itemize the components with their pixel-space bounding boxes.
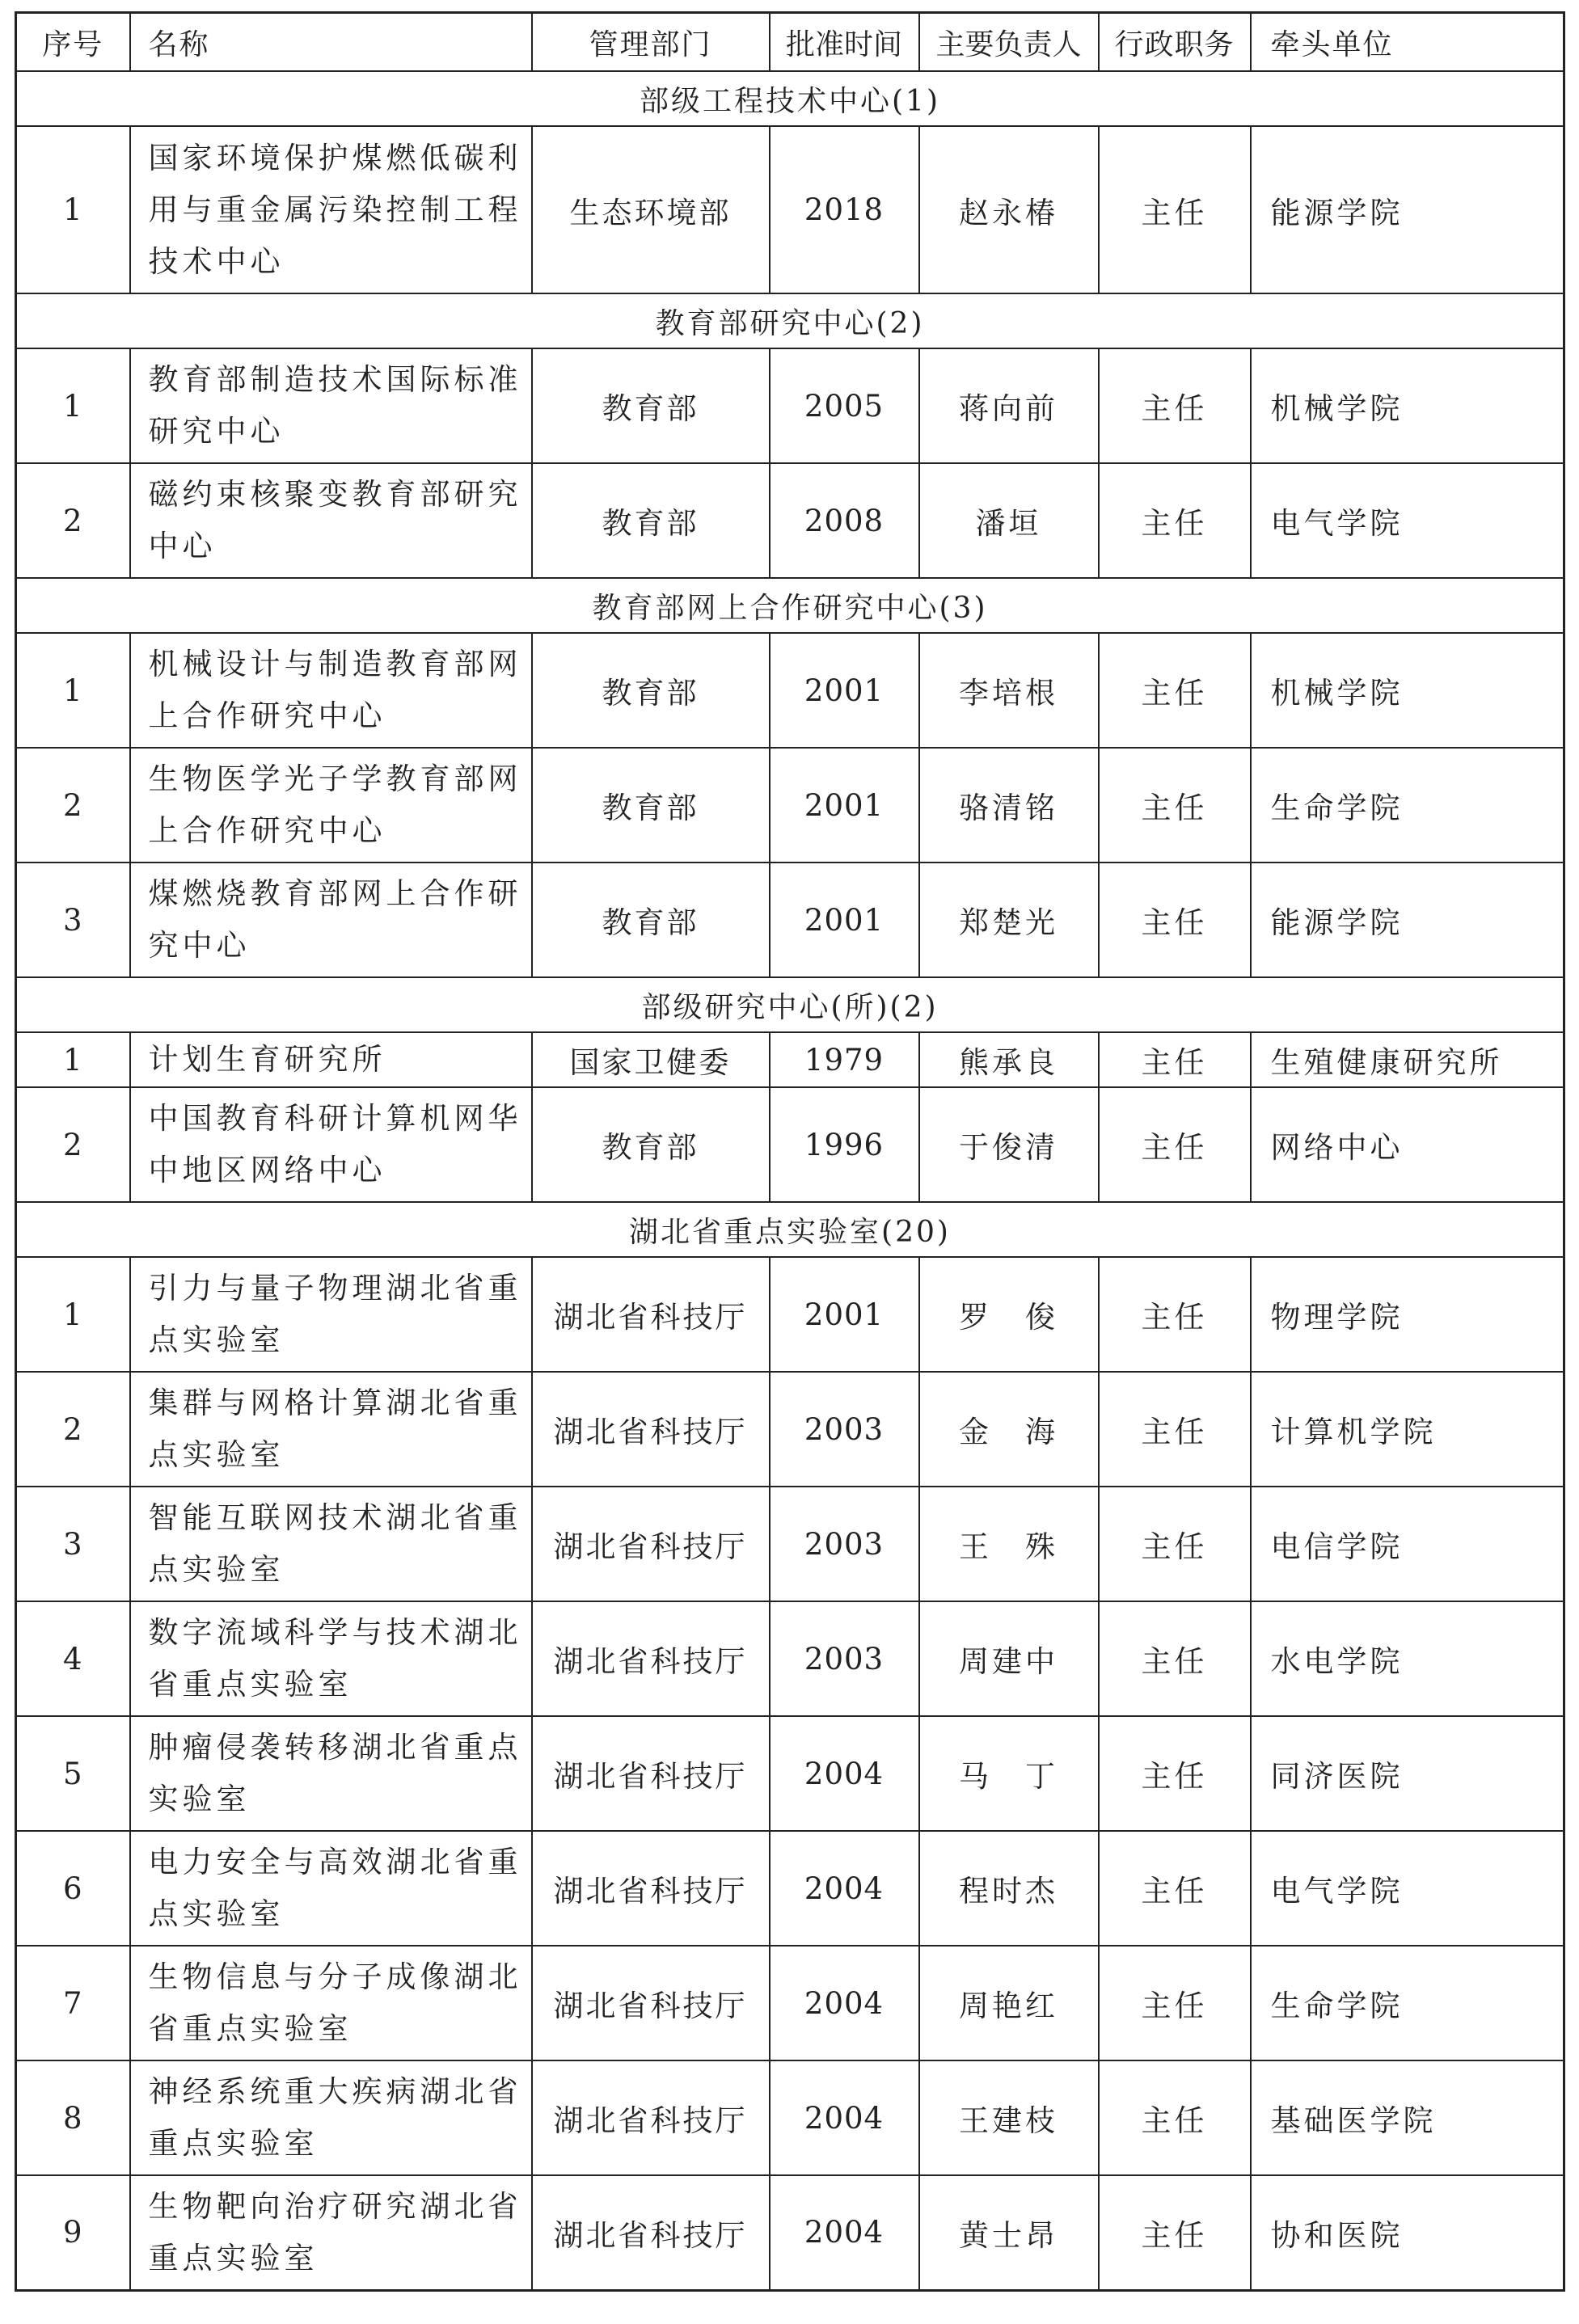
- row-index: 1: [16, 126, 130, 293]
- row-lead-unit: 计算机学院: [1251, 1372, 1564, 1487]
- row-approved-year: 2004: [770, 1946, 919, 2060]
- row-approved-year: 2001: [770, 633, 919, 748]
- row-lead-unit: 生殖健康研究所: [1251, 1032, 1564, 1087]
- row-department: 教育部: [532, 463, 770, 578]
- table-row: [16, 1257, 1564, 1372]
- row-approved-year: 2003: [770, 1487, 919, 1601]
- row-title: 主任: [1099, 1257, 1251, 1372]
- row-index: 2: [16, 1087, 130, 1202]
- row-name: 神经系统重大疾病湖北省重点实验室: [130, 2060, 532, 2175]
- row-department: 湖北省科技厅: [532, 1601, 770, 1716]
- row-person: 郑楚光: [919, 863, 1099, 977]
- row-approved-year: 1979: [770, 1032, 919, 1087]
- table-row: [16, 1601, 1564, 1716]
- research-center-table: [15, 11, 1565, 2292]
- row-department: 教育部: [532, 863, 770, 977]
- row-person: 程时杰: [919, 1831, 1099, 1946]
- row-name: 机械设计与制造教育部网上合作研究中心: [130, 633, 532, 748]
- row-lead-unit: 能源学院: [1251, 863, 1564, 977]
- table-row: [16, 863, 1564, 977]
- row-lead-unit: 机械学院: [1251, 348, 1564, 463]
- row-department: 湖北省科技厅: [532, 1716, 770, 1831]
- row-index: 4: [16, 1601, 130, 1716]
- header-department: 管理部门: [532, 13, 770, 72]
- row-index: 8: [16, 2060, 130, 2175]
- header-person: 主要负责人: [919, 13, 1099, 72]
- row-person: 王建枝: [919, 2060, 1099, 2175]
- row-index: 7: [16, 1946, 130, 2060]
- row-person: 骆清铭: [919, 748, 1099, 863]
- row-title: 主任: [1099, 126, 1251, 293]
- table-row: [16, 126, 1564, 293]
- row-lead-unit: 机械学院: [1251, 633, 1564, 748]
- row-name: 计划生育研究所: [130, 1032, 532, 1087]
- row-index: 1: [16, 348, 130, 463]
- row-index: 1: [16, 1032, 130, 1087]
- section-heading: 教育部研究中心(2): [16, 293, 1564, 348]
- row-title: 主任: [1099, 1087, 1251, 1202]
- row-approved-year: 2001: [770, 748, 919, 863]
- row-approved-year: 2005: [770, 348, 919, 463]
- table-body: [16, 71, 1564, 2290]
- row-title: 主任: [1099, 1601, 1251, 1716]
- table-row: [16, 1087, 1564, 1202]
- row-name: 教育部制造技术国际标准研究中心: [130, 348, 532, 463]
- row-name: 中国教育科研计算机网华中地区网络中心: [130, 1087, 532, 1202]
- row-lead-unit: 基础医学院: [1251, 2060, 1564, 2175]
- row-name: 引力与量子物理湖北省重点实验室: [130, 1257, 532, 1372]
- row-title: 主任: [1099, 2175, 1251, 2290]
- row-department: 教育部: [532, 748, 770, 863]
- table-row: [16, 1831, 1564, 1946]
- row-department: 教育部: [532, 1087, 770, 1202]
- row-title: 主任: [1099, 463, 1251, 578]
- row-lead-unit: 电信学院: [1251, 1487, 1564, 1601]
- row-name: 集群与网格计算湖北省重点实验室: [130, 1372, 532, 1487]
- row-index: 9: [16, 2175, 130, 2290]
- table-row: [16, 2060, 1564, 2175]
- row-lead-unit: 网络中心: [1251, 1087, 1564, 1202]
- row-approved-year: 2001: [770, 1257, 919, 1372]
- row-name: 煤燃烧教育部网上合作研究中心: [130, 863, 532, 977]
- row-title: 主任: [1099, 348, 1251, 463]
- row-title: 主任: [1099, 1716, 1251, 1831]
- row-approved-year: 2004: [770, 2175, 919, 2290]
- row-lead-unit: 协和医院: [1251, 2175, 1564, 2290]
- section-heading-row: [16, 293, 1564, 348]
- row-department: 湖北省科技厅: [532, 1257, 770, 1372]
- row-approved-year: 1996: [770, 1087, 919, 1202]
- row-person: 赵永椿: [919, 126, 1099, 293]
- row-index: 2: [16, 1372, 130, 1487]
- row-index: 3: [16, 863, 130, 977]
- row-approved-year: 2003: [770, 1601, 919, 1716]
- row-approved-year: 2004: [770, 1716, 919, 1831]
- section-heading: 部级研究中心(所)(2): [16, 977, 1564, 1032]
- header-approved-year: 批准时间: [770, 13, 919, 72]
- row-approved-year: 2018: [770, 126, 919, 293]
- table-row: [16, 1032, 1564, 1087]
- row-index: 2: [16, 748, 130, 863]
- row-lead-unit: 电气学院: [1251, 1831, 1564, 1946]
- section-heading: 教育部网上合作研究中心(3): [16, 578, 1564, 633]
- row-approved-year: 2008: [770, 463, 919, 578]
- row-person: 熊承良: [919, 1032, 1099, 1087]
- row-index: 3: [16, 1487, 130, 1601]
- row-title: 主任: [1099, 2060, 1251, 2175]
- table-row: [16, 2175, 1564, 2290]
- table-row: [16, 1372, 1564, 1487]
- row-name: 国家环境保护煤燃低碳利用与重金属污染控制工程技术中心: [130, 126, 532, 293]
- row-department: 湖北省科技厅: [532, 2060, 770, 2175]
- section-heading: 部级工程技术中心(1): [16, 71, 1564, 126]
- table-row: [16, 463, 1564, 578]
- row-lead-unit: 能源学院: [1251, 126, 1564, 293]
- header-row: [16, 13, 1564, 72]
- row-index: 1: [16, 633, 130, 748]
- row-person: 周建中: [919, 1601, 1099, 1716]
- header-index: 序号: [16, 13, 130, 72]
- row-department: 湖北省科技厅: [532, 1831, 770, 1946]
- row-department: 湖北省科技厅: [532, 1372, 770, 1487]
- header-title: 行政职务: [1099, 13, 1251, 72]
- row-person: 于俊清: [919, 1087, 1099, 1202]
- row-lead-unit: 同济医院: [1251, 1716, 1564, 1831]
- table-row: [16, 748, 1564, 863]
- row-person: 王 殊: [919, 1487, 1099, 1601]
- table-row: [16, 1487, 1564, 1601]
- row-title: 主任: [1099, 1487, 1251, 1601]
- row-index: 5: [16, 1716, 130, 1831]
- header-lead-unit: 牵头单位: [1251, 13, 1564, 72]
- row-title: 主任: [1099, 1372, 1251, 1487]
- row-department: 教育部: [532, 633, 770, 748]
- table-row: [16, 1716, 1564, 1831]
- row-person: 周艳红: [919, 1946, 1099, 2060]
- row-title: 主任: [1099, 863, 1251, 977]
- table-row: [16, 633, 1564, 748]
- row-approved-year: 2004: [770, 2060, 919, 2175]
- row-index: 2: [16, 463, 130, 578]
- row-department: 湖北省科技厅: [532, 1946, 770, 2060]
- row-department: 湖北省科技厅: [532, 2175, 770, 2290]
- row-name: 生物信息与分子成像湖北省重点实验室: [130, 1946, 532, 2060]
- row-approved-year: 2001: [770, 863, 919, 977]
- row-name: 电力安全与高效湖北省重点实验室: [130, 1831, 532, 1946]
- row-name: 数字流域科学与技术湖北省重点实验室: [130, 1601, 532, 1716]
- row-lead-unit: 物理学院: [1251, 1257, 1564, 1372]
- row-name: 磁约束核聚变教育部研究中心: [130, 463, 532, 578]
- row-index: 6: [16, 1831, 130, 1946]
- table-row: [16, 1946, 1564, 2060]
- row-department: 教育部: [532, 348, 770, 463]
- row-person: 李培根: [919, 633, 1099, 748]
- row-title: 主任: [1099, 633, 1251, 748]
- row-approved-year: 2003: [770, 1372, 919, 1487]
- section-heading: 湖北省重点实验室(20): [16, 1202, 1564, 1257]
- row-person: 金 海: [919, 1372, 1099, 1487]
- row-department: 生态环境部: [532, 126, 770, 293]
- row-department: 国家卫健委: [532, 1032, 770, 1087]
- row-title: 主任: [1099, 1831, 1251, 1946]
- header-name: 名称: [130, 13, 532, 72]
- row-index: 1: [16, 1257, 130, 1372]
- section-heading-row: [16, 71, 1564, 126]
- row-department: 湖北省科技厅: [532, 1487, 770, 1601]
- section-heading-row: [16, 977, 1564, 1032]
- row-name: 智能互联网技术湖北省重点实验室: [130, 1487, 532, 1601]
- row-person: 黄士昂: [919, 2175, 1099, 2290]
- row-lead-unit: 水电学院: [1251, 1601, 1564, 1716]
- row-person: 潘垣: [919, 463, 1099, 578]
- row-name: 生物靶向治疗研究湖北省重点实验室: [130, 2175, 532, 2290]
- row-name: 生物医学光子学教育部网上合作研究中心: [130, 748, 532, 863]
- row-title: 主任: [1099, 1032, 1251, 1087]
- row-lead-unit: 生命学院: [1251, 1946, 1564, 2060]
- section-heading-row: [16, 578, 1564, 633]
- row-title: 主任: [1099, 748, 1251, 863]
- row-person: 罗 俊: [919, 1257, 1099, 1372]
- row-lead-unit: 生命学院: [1251, 748, 1564, 863]
- row-name: 肿瘤侵袭转移湖北省重点实验室: [130, 1716, 532, 1831]
- row-approved-year: 2004: [770, 1831, 919, 1946]
- row-title: 主任: [1099, 1946, 1251, 2060]
- table-row: [16, 348, 1564, 463]
- row-person: 马 丁: [919, 1716, 1099, 1831]
- row-person: 蒋向前: [919, 348, 1099, 463]
- row-lead-unit: 电气学院: [1251, 463, 1564, 578]
- section-heading-row: [16, 1202, 1564, 1257]
